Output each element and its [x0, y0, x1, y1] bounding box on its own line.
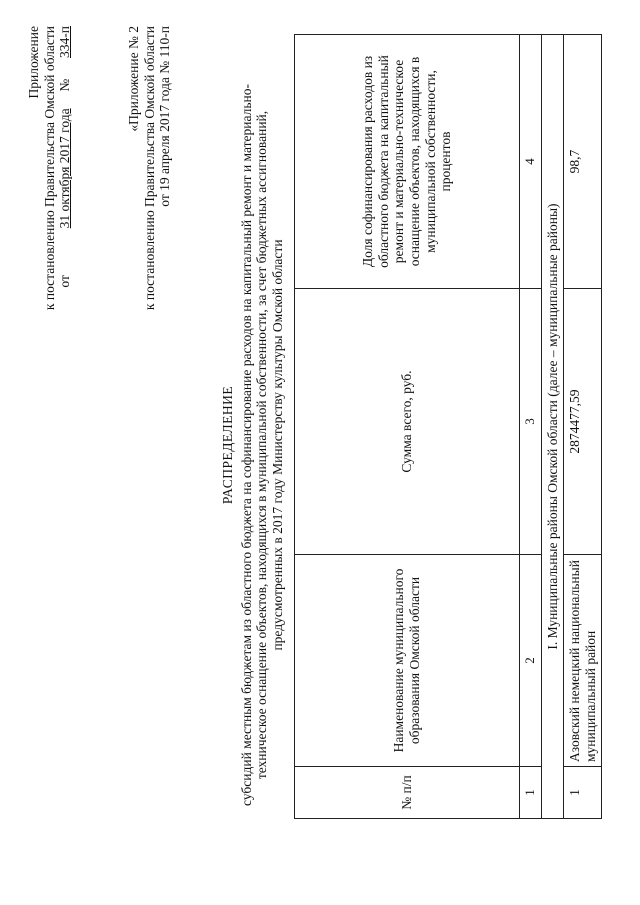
row-municipality: Азовский немецкий национальный муниципальный район	[564, 555, 602, 767]
distribution-table	[294, 34, 602, 819]
header-share: Доля софинансирования расходов из областного бюджета на капитальный ремонт и материально-техническое оснащение объектов, находящихся в муниципальной собственности, процентов	[295, 35, 520, 289]
amended-annex-date: от 19 апреля 2017 года № 110-п	[157, 26, 173, 207]
annex-header-current	[26, 26, 73, 310]
document-heading: РАСПРЕДЕЛЕНИЕ	[220, 385, 235, 505]
amended-annex-label: «Приложение № 2	[126, 26, 141, 132]
title-line-3: предусмотренных в 2017 году Министерству культуры Омской области	[269, 239, 285, 651]
title-line-1: субсидий местным бюджетам из областного бюджета на софинансирование расходов на капитальный ремонт и материально-	[238, 84, 254, 806]
document-title-block	[220, 45, 285, 845]
annex-date: 31 октября 2017 года	[57, 108, 73, 229]
column-number: 2	[520, 555, 542, 767]
row-number: 1	[564, 767, 602, 819]
column-number: 3	[520, 289, 542, 555]
title-line-2: техническое оснащение объектов, находящихся в муниципальной собственности, за счет бюджетных ассигнований,	[254, 110, 270, 780]
row-sum: 2874477,59	[564, 289, 602, 555]
annex-number: 334-п	[57, 26, 73, 58]
section-title: I. Муниципальные районы Омской области (далее – муниципальные районы)	[541, 35, 564, 819]
row-share: 98,7	[564, 35, 602, 289]
header-municipality: Наименование муниципального образования Омской области	[295, 555, 520, 767]
table-header-row	[295, 35, 520, 819]
section-row	[541, 35, 564, 819]
annex-header-amended	[126, 26, 173, 310]
amended-annex-reference: к постановлению Правительства Омской области	[141, 26, 157, 311]
header-sum: Сумма всего, руб.	[295, 289, 520, 555]
table-row	[564, 35, 602, 819]
annex-label: Приложение	[26, 26, 41, 99]
column-number-row	[520, 35, 542, 819]
column-number: 1	[520, 767, 542, 819]
annex-date-line: от 31 октября 2017 года № 334-п	[57, 26, 73, 288]
column-number: 4	[520, 35, 542, 289]
header-number: № п/п	[295, 767, 520, 819]
annex-reference: к постановлению Правительства Омской области	[41, 26, 57, 311]
